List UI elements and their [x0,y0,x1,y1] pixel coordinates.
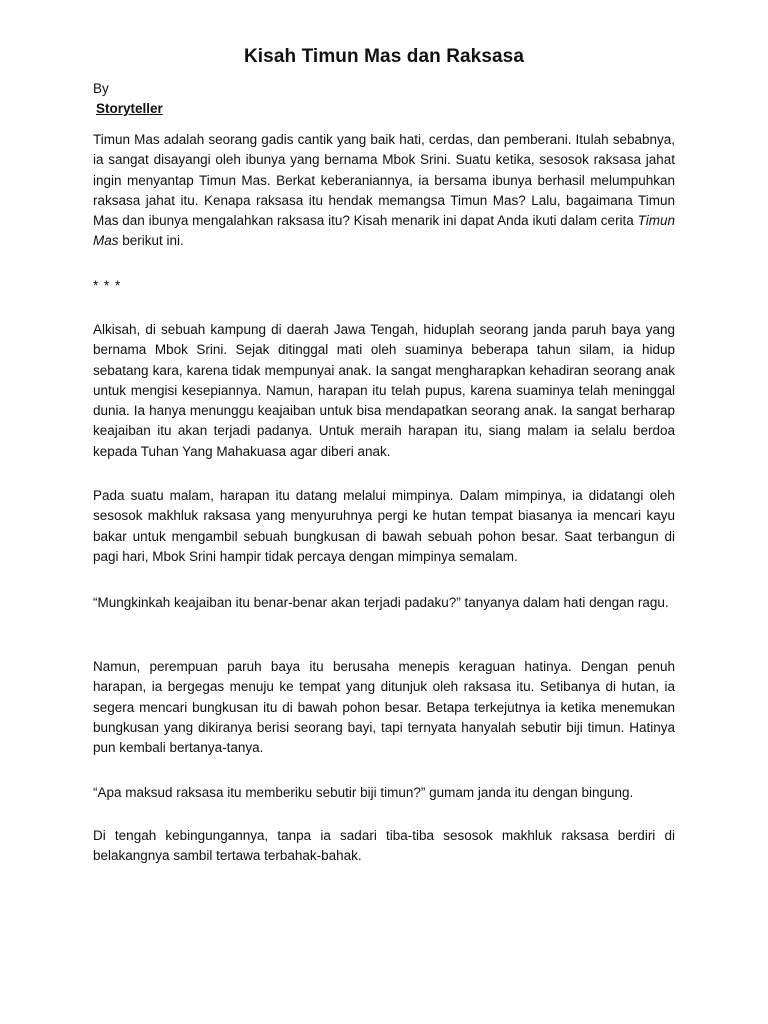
page-title: Kisah Timun Mas dan Raksasa [243,46,525,67]
intro-text-start: Timun Mas adalah seorang gadis cantik yang baik hati, cerdas, dan pemberani. Itulah sebabnya, ia sangat disayangi oleh ibunya yang bernama Mbok Srini. Suatu ketika, sesosok raksasa jahat ingin menyantap Timun Mas. Berkat keberaniannya, ia bersama ibunya berhasil melumpuhkan raksasa jahat itu. Kenapa raksasa itu hendak memangsa Timun Mas? Lalu, bagaimana Timun Mas dan ibunya mengalahkan raksasa itu? Kisah menarik ini dapat Anda ikuti dalam cerita [93,132,675,229]
story-paragraph: Di tengah kebingungannya, tanpa ia sadari tiba-tiba sesosok makhluk raksasa berdiri di belakangnya sambil tertawa terbahak-bahak. [93,828,675,864]
story-paragraph: Pada suatu malam, harapan itu datang melalui mimpinya. Dalam mimpinya, ia didatangi oleh sesosok makhluk raksasa yang menyuruhnya pergi ke hutan tempat biasanya ia mencari kayu bakar untuk mengambil sebuah bungkusan di bawah sebuah pohon besar. Saat terbangun di pagi hari, Mbok Srini hampir tidak percaya dengan mimpinya semalam. [93,488,675,564]
story-paragraph: “Mungkinkah keajaiban itu benar-benar akan terjadi padaku?” tanyanya dalam hati dengan ragu. [93,595,669,610]
intro-paragraph [93,130,675,252]
story-paragraph: Alkisah, di sebuah kampung di daerah Jawa Tengah, hiduplah seorang janda paruh baya yang bernama Mbok Srini. Sejak ditinggal mati oleh suaminya beberapa tahun silam, ia hidup sebatang kara, karena tidak mempunyai anak. Ia sangat mengharapkan kehadiran seorang anak untuk mengisi kesepiannya. Namun, harapan itu telah pupus, karena suaminya telah meninggal dunia. Ia hanya menunggu keajaiban untuk bisa mendapatkan seorang anak. Ia sangat berharap keajaiban itu akan terjadi padanya. Untuk meraih harapan itu, siang malam ia selalu berdoa kepada Tuhan Yang Mahakuasa agar diberi anak. [93,322,675,459]
story-paragraph: Namun, perempuan paruh baya itu berusaha menepis keraguan hatinya. Dengan penuh harapan, ia bergegas menuju ke tempat yang ditunjuk oleh raksasa itu. Setibanya di hutan, ia segera mencari bungkusan itu di bawah pohon besar. Betapa terkejutnya ia ketika menemukan bungkusan yang dikiranya berisi seorang bayi, tapi ternyata hanyalah sebutir biji timun. Hatinya pun kembali bertanya-tanya. [93,659,675,756]
intro-text-end: berikut ini. [118,233,184,249]
byline-label: By [93,81,109,96]
story-title-italic: Timun Mas [93,213,675,249]
section-separator: * * * [93,278,122,293]
author-name: Storyteller [96,101,163,116]
story-paragraph: “Apa maksud raksasa itu memberiku sebutir biji timun?” gumam janda itu dengan bingung. [93,785,634,800]
